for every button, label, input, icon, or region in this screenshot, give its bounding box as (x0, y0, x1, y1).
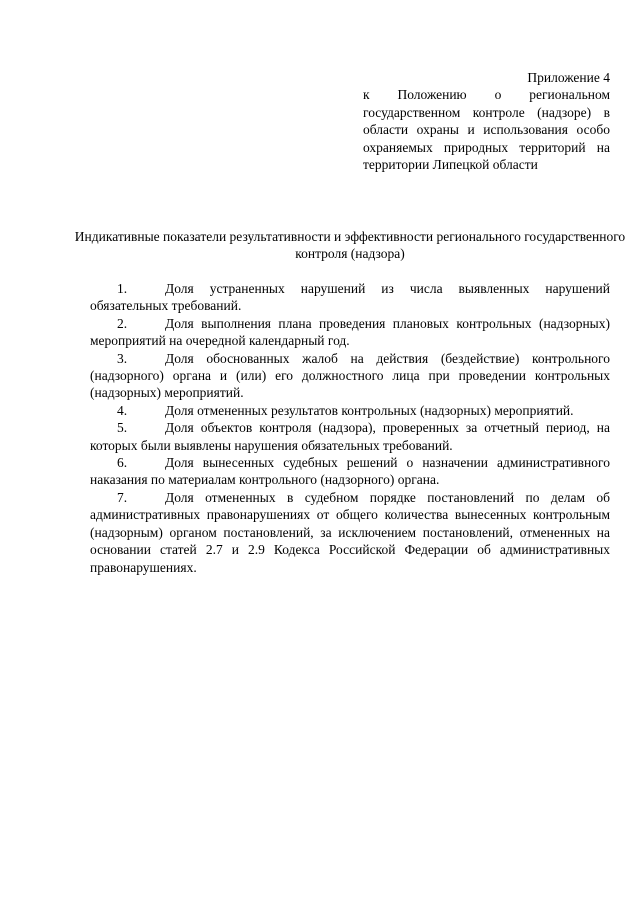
item-number: 6. (117, 455, 128, 471)
appendix-header (363, 69, 610, 173)
list-item (90, 350, 610, 402)
item-number: 3. (117, 350, 128, 366)
item-text: Доля вынесенных судебных решений о назначении административного наказания по материалам контрольного (надзорного) органа. (90, 455, 610, 488)
list-item (90, 402, 610, 419)
item-text: Доля обоснованных жалоб на действия (бездействие) контрольного (надзорного) органа и (или) его должностного лица при проведении контрольных (надзорных) мероприятий. (90, 350, 610, 401)
item-number: 2. (117, 315, 128, 331)
item-text: Доля отмененных результатов контрольных (надзорных) мероприятий. (165, 402, 574, 418)
appendix-reference: к Положению о региональном государственном контроле (надзоре) в области охраны и использования особо охраняемых природных территорий на территории Липецкой области (363, 87, 610, 173)
list-item (90, 419, 610, 454)
list-item (90, 315, 610, 350)
document-heading: Индикативные показатели результативности и эффективности регионального государственного контроля (надзора) (74, 229, 626, 262)
item-number: 5. (117, 420, 128, 436)
item-text: Доля объектов контроля (надзора), проверенных за отчетный период, на которых были выявлены нарушения обязательных требований. (90, 420, 610, 453)
item-text: Доля отмененных в судебном порядке постановлений по делам об административных правонарушениях от общего количества вынесенных контрольным (надзорным) органом постановлений, за исключением постановлений, отмененных на основании статей 2.7 и 2.9 Кодекса Российской Федерации об административных правонарушениях. (90, 489, 610, 575)
item-text: Доля устраненных нарушений из числа выявленных нарушений обязательных требований. (90, 281, 610, 314)
item-text: Доля выполнения плана проведения плановых контрольных (надзорных) мероприятий на очередной календарный год. (90, 315, 610, 349)
list-item (90, 489, 610, 576)
list-item (90, 454, 610, 489)
item-number: 1. (117, 281, 128, 296)
indicator-list (90, 280, 610, 576)
appendix-title: Приложение 4 (527, 70, 610, 85)
item-number: 7. (117, 489, 128, 505)
item-number: 4. (117, 402, 128, 418)
list-item (90, 280, 610, 315)
